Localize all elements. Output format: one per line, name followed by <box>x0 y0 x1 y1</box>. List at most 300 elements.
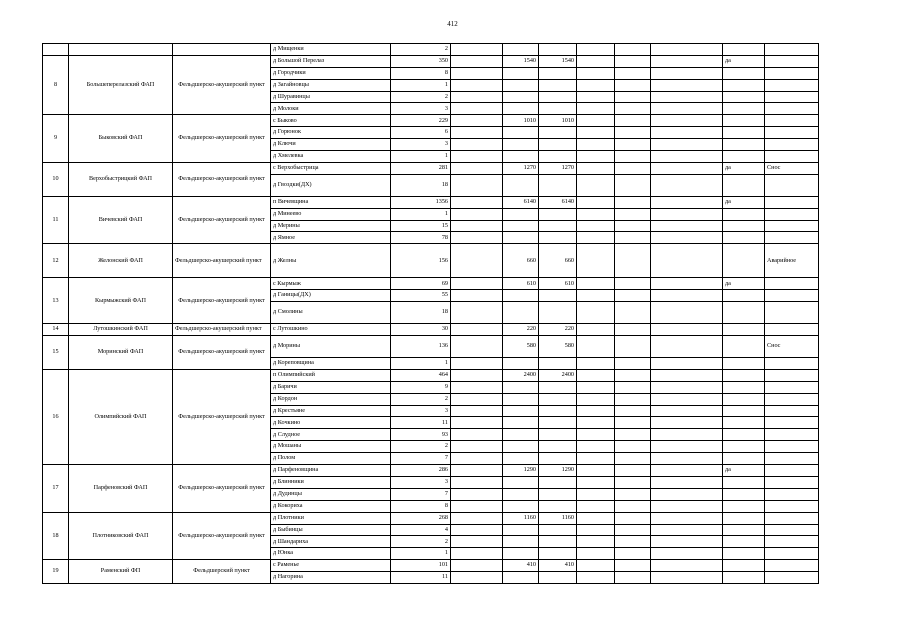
value-b <box>539 453 577 465</box>
empty-cell <box>577 79 615 91</box>
value-b: 1160 <box>539 512 577 524</box>
settlement-name: д Молоки <box>271 103 391 115</box>
empty-cell <box>451 244 503 278</box>
empty-cell <box>577 441 615 453</box>
value-b: 610 <box>539 278 577 290</box>
note-cell <box>765 536 819 548</box>
value-a: 1160 <box>503 512 539 524</box>
population: 11 <box>391 417 451 429</box>
empty-cell <box>577 524 615 536</box>
empty-cell <box>451 536 503 548</box>
empty-cell <box>651 500 723 512</box>
flag-cell <box>723 405 765 417</box>
population: 7 <box>391 453 451 465</box>
facility-name: Плотниковский ФАП <box>69 512 173 560</box>
settlement-name: д Хмелевка <box>271 151 391 163</box>
empty-cell <box>451 290 503 302</box>
empty-cell <box>615 115 651 127</box>
flag-cell <box>723 79 765 91</box>
settlement-name: д Слудное <box>271 429 391 441</box>
population: 268 <box>391 512 451 524</box>
empty-cell <box>651 488 723 500</box>
value-b: 410 <box>539 560 577 572</box>
note-cell <box>765 139 819 151</box>
facility-type: Фельдшерско-акушерский пункт <box>173 324 271 336</box>
note-cell <box>765 302 819 324</box>
settlement-name: д Мищенки <box>271 44 391 56</box>
note-cell <box>765 79 819 91</box>
value-a <box>503 405 539 417</box>
value-a <box>503 429 539 441</box>
population: 69 <box>391 278 451 290</box>
value-b <box>539 290 577 302</box>
value-a <box>503 417 539 429</box>
facility-name: Лутошкинский ФАП <box>69 324 173 336</box>
note-cell <box>765 500 819 512</box>
population: 2 <box>391 536 451 548</box>
empty-cell <box>577 232 615 244</box>
empty-cell <box>577 139 615 151</box>
empty-cell <box>615 405 651 417</box>
value-a <box>503 476 539 488</box>
facility-type: Фельдшерско-акушерский пункт <box>173 115 271 163</box>
note-cell: Снос <box>765 162 819 174</box>
empty-cell <box>651 174 723 196</box>
value-a: 6140 <box>503 196 539 208</box>
empty-cell <box>615 103 651 115</box>
note-cell <box>765 381 819 393</box>
facility-type: Фельдшерско-акушерский пункт <box>173 278 271 324</box>
empty-cell <box>577 55 615 67</box>
empty-cell <box>577 560 615 572</box>
population: 18 <box>391 302 451 324</box>
empty-cell <box>451 524 503 536</box>
value-a <box>503 358 539 370</box>
empty-cell <box>615 358 651 370</box>
value-a <box>503 67 539 79</box>
value-b <box>539 358 577 370</box>
empty-cell <box>577 196 615 208</box>
empty-cell <box>451 232 503 244</box>
empty-cell <box>651 290 723 302</box>
value-b <box>539 476 577 488</box>
empty-cell <box>651 536 723 548</box>
empty-cell <box>451 91 503 103</box>
empty-cell <box>615 244 651 278</box>
settlement-name: д Горюнок <box>271 127 391 139</box>
facility-type: Фельдшерско-акушерский пункт <box>173 336 271 370</box>
settlement-name: д Кореповщина <box>271 358 391 370</box>
population: 7 <box>391 488 451 500</box>
value-a: 580 <box>503 336 539 358</box>
facility-name: Кырмыжский ФАП <box>69 278 173 324</box>
flag-cell <box>723 441 765 453</box>
empty-cell <box>615 278 651 290</box>
note-cell <box>765 441 819 453</box>
value-b <box>539 548 577 560</box>
flag-cell <box>723 208 765 220</box>
population: 1 <box>391 548 451 560</box>
population: 464 <box>391 369 451 381</box>
facility-name <box>69 44 173 56</box>
empty-cell <box>651 55 723 67</box>
table-row <box>43 55 819 67</box>
value-b <box>539 174 577 196</box>
settlement-name: с Раменье <box>271 560 391 572</box>
settlement-name: д Баричи <box>271 381 391 393</box>
facility-number: 17 <box>43 465 69 513</box>
value-b <box>539 405 577 417</box>
value-a <box>503 208 539 220</box>
note-cell <box>765 548 819 560</box>
flag-cell <box>723 336 765 358</box>
facility-name: Вичевский ФАП <box>69 196 173 244</box>
empty-cell <box>451 174 503 196</box>
empty-cell <box>615 208 651 220</box>
note-cell <box>765 151 819 163</box>
settlement-name: д Плотники <box>271 512 391 524</box>
empty-cell <box>451 393 503 405</box>
note-cell <box>765 103 819 115</box>
empty-cell <box>451 151 503 163</box>
empty-cell <box>577 512 615 524</box>
flag-cell <box>723 358 765 370</box>
value-b: 1540 <box>539 55 577 67</box>
settlement-name: д Ямное <box>271 232 391 244</box>
settlement-name: п Вичевщина <box>271 196 391 208</box>
facility-number: 9 <box>43 115 69 163</box>
settlement-name: д Дудинцы <box>271 488 391 500</box>
population: 1 <box>391 358 451 370</box>
facility-number: 12 <box>43 244 69 278</box>
value-a <box>503 453 539 465</box>
value-a <box>503 302 539 324</box>
facility-type: Фельдшерско-акушерский пункт <box>173 465 271 513</box>
empty-cell <box>577 302 615 324</box>
empty-cell <box>651 358 723 370</box>
empty-cell <box>651 560 723 572</box>
facility-number: 11 <box>43 196 69 244</box>
empty-cell <box>651 393 723 405</box>
value-b: 2400 <box>539 369 577 381</box>
settlement-name: д Шандариха <box>271 536 391 548</box>
note-cell <box>765 465 819 477</box>
empty-cell <box>615 302 651 324</box>
empty-cell <box>577 290 615 302</box>
population: 8 <box>391 500 451 512</box>
flag-cell <box>723 174 765 196</box>
note-cell <box>765 290 819 302</box>
population: 30 <box>391 324 451 336</box>
table-row <box>43 369 819 381</box>
facility-name: Раменский ФП <box>69 560 173 584</box>
empty-cell <box>451 381 503 393</box>
facilities-table <box>42 43 819 584</box>
empty-cell <box>577 324 615 336</box>
flag-cell: да <box>723 465 765 477</box>
value-a <box>503 524 539 536</box>
empty-cell <box>451 336 503 358</box>
table-row <box>43 196 819 208</box>
empty-cell <box>651 91 723 103</box>
value-b: 6140 <box>539 196 577 208</box>
note-cell: Аварийное <box>765 244 819 278</box>
flag-cell <box>723 67 765 79</box>
value-a <box>503 151 539 163</box>
table-row <box>43 465 819 477</box>
empty-cell <box>451 453 503 465</box>
empty-cell <box>451 220 503 232</box>
population: 2 <box>391 441 451 453</box>
flag-cell <box>723 290 765 302</box>
empty-cell <box>577 220 615 232</box>
value-b <box>539 44 577 56</box>
empty-cell <box>615 55 651 67</box>
table-row <box>43 44 819 56</box>
settlement-name: д Морины <box>271 336 391 358</box>
empty-cell <box>577 208 615 220</box>
population: 136 <box>391 336 451 358</box>
population: 8 <box>391 67 451 79</box>
empty-cell <box>615 44 651 56</box>
value-b: 1270 <box>539 162 577 174</box>
settlement-name: п Олимпийский <box>271 369 391 381</box>
empty-cell <box>577 476 615 488</box>
empty-cell <box>651 441 723 453</box>
empty-cell <box>577 369 615 381</box>
value-a <box>503 393 539 405</box>
flag-cell <box>723 512 765 524</box>
empty-cell <box>651 336 723 358</box>
facility-name: Олимпийский ФАП <box>69 369 173 464</box>
empty-cell <box>451 429 503 441</box>
facility-type: Фельдшерско-акушерский пункт <box>173 512 271 560</box>
page-number: 412 <box>447 20 458 28</box>
empty-cell <box>615 196 651 208</box>
note-cell <box>765 196 819 208</box>
flag-cell <box>723 548 765 560</box>
empty-cell <box>615 162 651 174</box>
value-b: 1290 <box>539 465 577 477</box>
empty-cell <box>577 244 615 278</box>
empty-cell <box>451 369 503 381</box>
empty-cell <box>651 139 723 151</box>
empty-cell <box>615 232 651 244</box>
empty-cell <box>615 524 651 536</box>
facility-number: 15 <box>43 336 69 370</box>
empty-cell <box>577 115 615 127</box>
settlement-name: с Быково <box>271 115 391 127</box>
empty-cell <box>615 174 651 196</box>
empty-cell <box>651 162 723 174</box>
empty-cell <box>615 548 651 560</box>
empty-cell <box>451 441 503 453</box>
empty-cell <box>615 127 651 139</box>
population: 286 <box>391 465 451 477</box>
empty-cell <box>615 290 651 302</box>
facility-type: Фельдшерско-акушерский пункт <box>173 244 271 278</box>
empty-cell <box>615 369 651 381</box>
empty-cell <box>451 302 503 324</box>
value-a: 2400 <box>503 369 539 381</box>
note-cell <box>765 127 819 139</box>
note-cell <box>765 572 819 584</box>
settlement-name: д Кочкино <box>271 417 391 429</box>
settlement-name: д Желны <box>271 244 391 278</box>
empty-cell <box>651 115 723 127</box>
facility-number: 13 <box>43 278 69 324</box>
empty-cell <box>615 465 651 477</box>
flag-cell <box>723 393 765 405</box>
empty-cell <box>451 488 503 500</box>
value-b: 660 <box>539 244 577 278</box>
empty-cell <box>577 393 615 405</box>
population: 3 <box>391 103 451 115</box>
value-b <box>539 208 577 220</box>
population: 9 <box>391 381 451 393</box>
note-cell <box>765 524 819 536</box>
population: 156 <box>391 244 451 278</box>
flag-cell <box>723 324 765 336</box>
empty-cell <box>651 127 723 139</box>
empty-cell <box>651 220 723 232</box>
flag-cell <box>723 572 765 584</box>
table-row <box>43 512 819 524</box>
empty-cell <box>451 417 503 429</box>
note-cell <box>765 488 819 500</box>
value-a <box>503 572 539 584</box>
empty-cell <box>577 417 615 429</box>
settlement-name: с Лутошкино <box>271 324 391 336</box>
facility-type: Фельдшерско-акушерский пункт <box>173 162 271 196</box>
flag-cell <box>723 536 765 548</box>
population: 93 <box>391 429 451 441</box>
empty-cell <box>451 548 503 560</box>
empty-cell <box>651 278 723 290</box>
empty-cell <box>451 465 503 477</box>
facility-name: Моринский ФАП <box>69 336 173 370</box>
value-b <box>539 381 577 393</box>
empty-cell <box>577 151 615 163</box>
empty-cell <box>651 417 723 429</box>
empty-cell <box>577 278 615 290</box>
facility-name: Парфеновский ФАП <box>69 465 173 513</box>
empty-cell <box>577 162 615 174</box>
value-b <box>539 524 577 536</box>
flag-cell <box>723 369 765 381</box>
empty-cell <box>651 196 723 208</box>
empty-cell <box>651 453 723 465</box>
empty-cell <box>451 358 503 370</box>
facility-type: Фельдшерско-акушерский пункт <box>173 196 271 244</box>
empty-cell <box>651 524 723 536</box>
flag-cell <box>723 381 765 393</box>
empty-cell <box>577 174 615 196</box>
flag-cell <box>723 44 765 56</box>
empty-cell <box>615 417 651 429</box>
value-b <box>539 127 577 139</box>
empty-cell <box>615 324 651 336</box>
empty-cell <box>651 465 723 477</box>
empty-cell <box>651 476 723 488</box>
note-cell <box>765 278 819 290</box>
population: 18 <box>391 174 451 196</box>
settlement-name: с Верхобыстрица <box>271 162 391 174</box>
value-b <box>539 429 577 441</box>
empty-cell <box>577 103 615 115</box>
empty-cell <box>651 512 723 524</box>
settlement-name: д Ганицы(ДХ) <box>271 290 391 302</box>
population: 350 <box>391 55 451 67</box>
facility-type <box>173 44 271 56</box>
empty-cell <box>577 536 615 548</box>
note-cell <box>765 44 819 56</box>
value-b <box>539 441 577 453</box>
facility-number: 18 <box>43 512 69 560</box>
value-b: 580 <box>539 336 577 358</box>
value-a <box>503 127 539 139</box>
facility-name: Быковский ФАП <box>69 115 173 163</box>
empty-cell <box>451 55 503 67</box>
empty-cell <box>615 429 651 441</box>
flag-cell <box>723 417 765 429</box>
empty-cell <box>577 548 615 560</box>
note-cell <box>765 393 819 405</box>
note-cell <box>765 208 819 220</box>
population: 2 <box>391 393 451 405</box>
empty-cell <box>651 103 723 115</box>
value-a: 1270 <box>503 162 539 174</box>
value-b: 1010 <box>539 115 577 127</box>
empty-cell <box>615 336 651 358</box>
empty-cell <box>615 91 651 103</box>
empty-cell <box>451 44 503 56</box>
population: 15 <box>391 220 451 232</box>
settlement-name: д Мерины <box>271 220 391 232</box>
flag-cell: да <box>723 55 765 67</box>
flag-cell <box>723 232 765 244</box>
value-a <box>503 139 539 151</box>
facility-number: 10 <box>43 162 69 196</box>
empty-cell <box>451 79 503 91</box>
empty-cell <box>615 512 651 524</box>
population: 3 <box>391 476 451 488</box>
empty-cell <box>651 548 723 560</box>
value-b <box>539 67 577 79</box>
value-a <box>503 500 539 512</box>
value-a: 610 <box>503 278 539 290</box>
empty-cell <box>615 536 651 548</box>
population: 4 <box>391 524 451 536</box>
value-b: 220 <box>539 324 577 336</box>
table-row <box>43 115 819 127</box>
empty-cell <box>577 44 615 56</box>
flag-cell <box>723 500 765 512</box>
value-b <box>539 488 577 500</box>
value-b <box>539 232 577 244</box>
population: 1356 <box>391 196 451 208</box>
settlement-name: д Кордон <box>271 393 391 405</box>
population: 229 <box>391 115 451 127</box>
flag-cell <box>723 139 765 151</box>
population: 78 <box>391 232 451 244</box>
population: 3 <box>391 405 451 417</box>
value-b <box>539 572 577 584</box>
note-cell <box>765 429 819 441</box>
settlement-name: д Кокориха <box>271 500 391 512</box>
empty-cell <box>615 151 651 163</box>
empty-cell <box>451 115 503 127</box>
